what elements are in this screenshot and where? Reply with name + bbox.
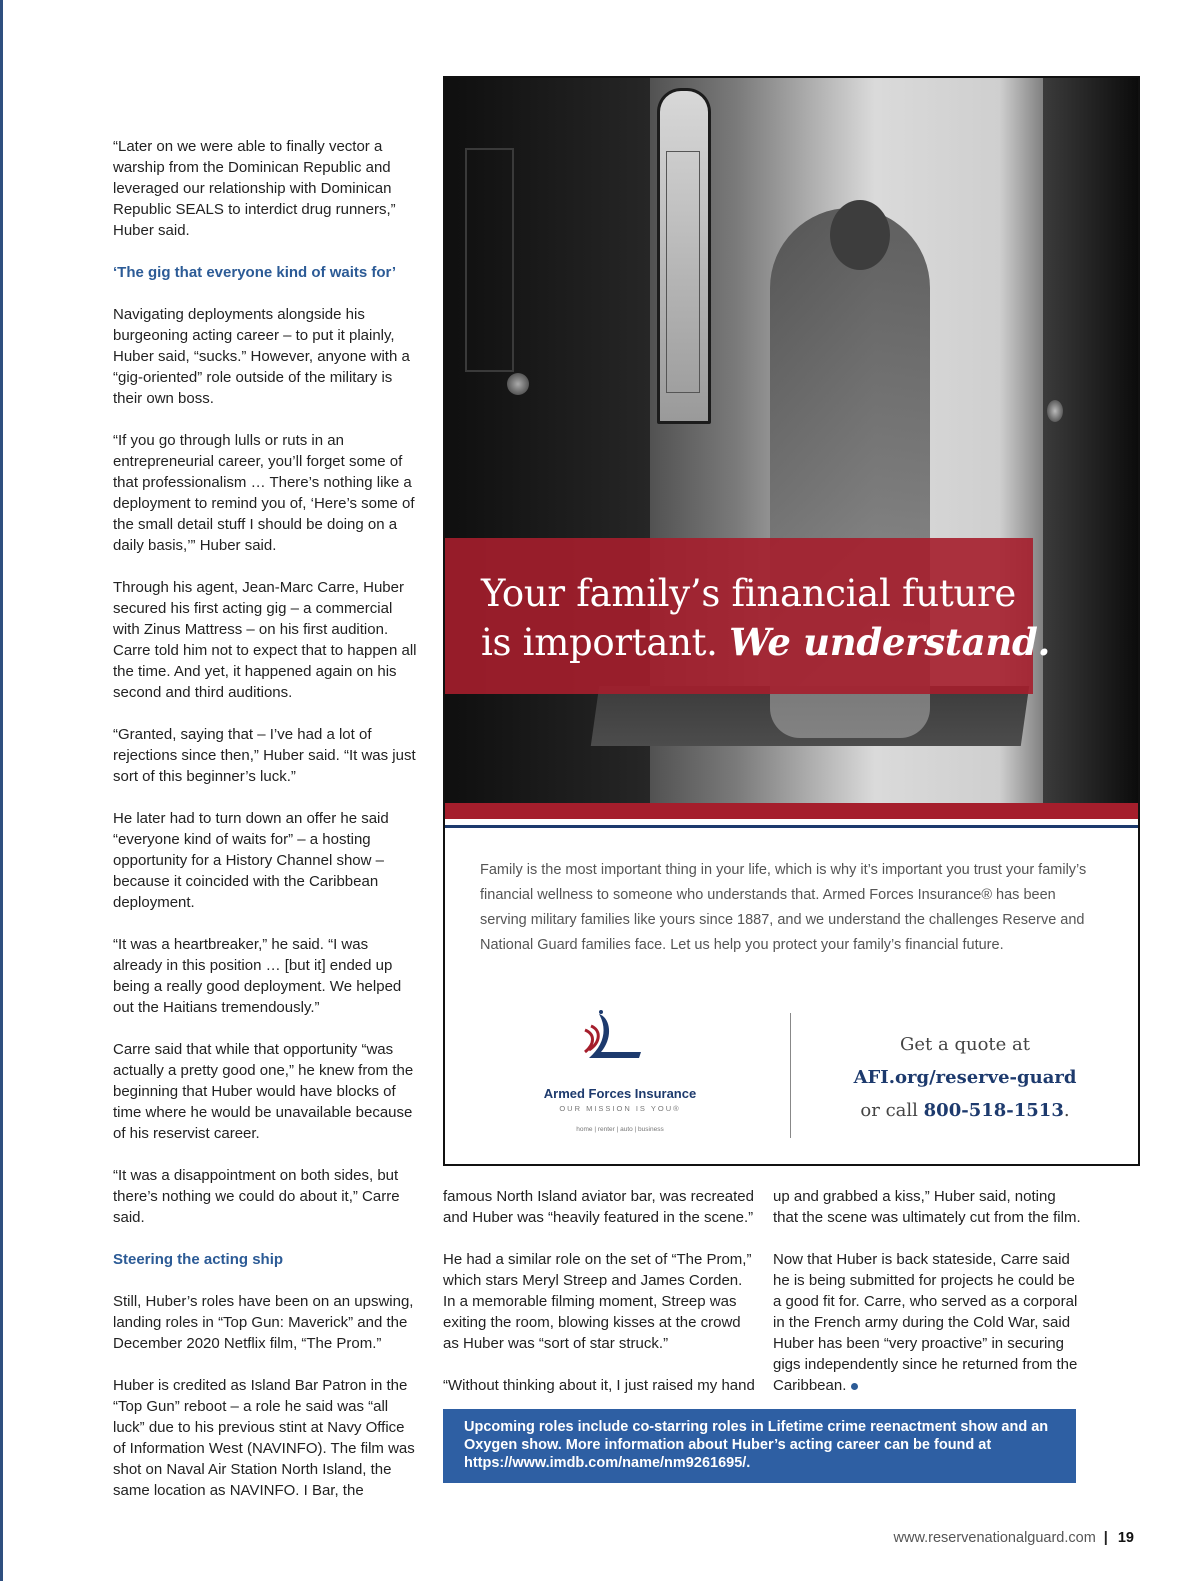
paragraph: Still, Huber’s roles have been on an upswing, landing roles in “Top Gun: Maverick” and the December 2020 Netflix film, “The Prom.”	[113, 1293, 414, 1352]
armed-forces-insurance-ad	[443, 76, 1140, 1166]
paragraph: Huber is credited as Island Bar Patron in the “Top Gun” reboot – a role he said was “all luck” due to his previous stint at Navy Office of Information West (NAVINFO). The film was shot on Naval Air Station North Island, the same location as NAVINFO. I Bar, the	[113, 1377, 415, 1499]
footer-separator: |	[1103, 1530, 1108, 1546]
paragraph: Through his agent, Jean-Marc Carre, Huber secured his first acting gig – a commercial with Zinus Mattress – on his first audition. Carre told him not to expect that to happen all the time. And yet, it happened again on his second and third auditions.	[113, 579, 417, 701]
ad-body-text: Family is the most important thing in your life, which is why it’s important you trust your family’s financial wellness to someone who understands that. Armed Forces Insurance® has been serving military families like yours since 1887, and we understand the challenges Reserve and National Guard families face. Let us help you protect your family’s financial future.	[480, 862, 1087, 953]
afi-eagle-icon	[581, 1008, 651, 1068]
paragraph: Now that Huber is back stateside, Carre said he is being submitted for projects he could be a good fit for. Carre, who served as a corporal in the French army during the Cold War, said Huber has been “very proactive” in securing gigs independently since he returned from the Caribbean.	[773, 1251, 1078, 1394]
ad-headline-line-1: Your family’s financial future	[481, 572, 1016, 615]
door-knob-icon	[1047, 400, 1063, 422]
ad-divider	[790, 1013, 791, 1138]
paragraph: Carre said that while that opportunity “was actually a pretty good one,” he knew from the beginning that Huber would have blocks of time where he would be unavailable because of his reservist career.	[113, 1041, 414, 1142]
paragraph: “It was a disappointment on both sides, but there’s nothing we could do about it,” Carre said.	[113, 1167, 400, 1226]
quote-url-link[interactable]: AFI.org/reserve-guard	[853, 1067, 1077, 1088]
paragraph: “Granted, saying that – I’ve had a lot of rejections since then,” Huber said. “It was just sort of this beginner’s luck.”	[113, 726, 416, 785]
article-column-2	[443, 1186, 755, 1417]
afi-logo-name: Armed Forces Insurance	[543, 1086, 697, 1101]
door-right-illustration	[1043, 78, 1138, 806]
section-heading: ‘The gig that everyone kind of waits for’	[113, 264, 397, 281]
callout-text: Upcoming roles include co-starring roles in Lifetime crime reenactment show and an Oxygen show. More information about Huber’s acting career can be found at https://www.imdb.com/name/nm9261695/.	[464, 1419, 1049, 1471]
afi-logo-tagline: OUR MISSION IS YOU®	[559, 1104, 681, 1113]
paragraph: up and grabbed a kiss,” Huber said, noting that the scene was ultimately cut from the film.	[773, 1188, 1081, 1226]
end-of-article-icon	[851, 1383, 858, 1390]
paragraph: “If you go through lulls or ruts in an entrepreneurial career, you’ll forget some of that professionalism … There’s nothing like a deployment to remind you of, ‘Here’s some of the small detail stuff I should be doing on a daily basis,’” Huber said.	[113, 432, 415, 554]
quote-call-line: or call 800-518-1513.	[860, 1100, 1070, 1121]
article-column-3	[773, 1186, 1083, 1417]
door-window-illustration	[657, 88, 711, 424]
door-knob-icon	[507, 373, 529, 395]
paragraph: “Without thinking about it, I just raised my hand	[443, 1377, 755, 1394]
page-footer	[894, 1530, 1135, 1546]
article-column-1	[113, 136, 418, 1522]
afi-logo	[525, 1008, 715, 1138]
paragraph: “Later on we were able to finally vector a warship from the Dominican Republic and leveraged our relationship with Dominican Republic SEALS to interdict drug runners,” Huber said.	[113, 138, 396, 239]
quote-line: Get a quote at	[900, 1034, 1030, 1055]
page-number: 19	[1117, 1530, 1134, 1546]
ad-red-stripe	[445, 803, 1138, 819]
section-heading: Steering the acting ship	[113, 1251, 284, 1268]
ad-quote-block	[830, 1028, 1100, 1127]
ad-blue-stripe	[445, 825, 1138, 828]
paragraph: He had a similar role on the set of “The Prom,” which stars Meryl Streep and James Corden. In a memorable filming moment, Streep was exiting the room, blowing kisses at the crowd as Huber was “sort of star struck.”	[443, 1251, 752, 1352]
paragraph: He later had to turn down an offer he said “everyone kind of waits for” – a hosting opportunity for a History Channel show – because it coincided with the Caribbean deployment.	[113, 810, 389, 911]
page-edge-rule	[0, 0, 3, 1581]
paragraph: Navigating deployments alongside his burgeoning acting career – to put it plainly, Huber said, “sucks.” However, anyone with a “gig-oriented” role outside of the military is their own boss.	[113, 306, 410, 407]
ad-headline-line-2: is important. We understand.	[481, 620, 1051, 664]
paragraph: “It was a heartbreaker,” he said. “I was already in this position … [but it] ended up being a really good deployment. We helped out the Haitians tremendously.”	[113, 936, 402, 1016]
ad-photo-soldier-embrace	[445, 78, 1138, 806]
callout-box	[443, 1409, 1076, 1483]
paragraph: famous North Island aviator bar, was recreated and Huber was “heavily featured in the scene.”	[443, 1188, 754, 1226]
ad-headline-banner	[445, 538, 1051, 694]
quote-phone-number[interactable]: 800-518-1513	[923, 1100, 1064, 1121]
footer-url[interactable]: www.reservenationalguard.com	[893, 1530, 1096, 1546]
afi-logo-product-lines: home | renter | auto | business	[576, 1126, 664, 1133]
ad-headline-emphasis: We understand.	[729, 620, 1051, 664]
